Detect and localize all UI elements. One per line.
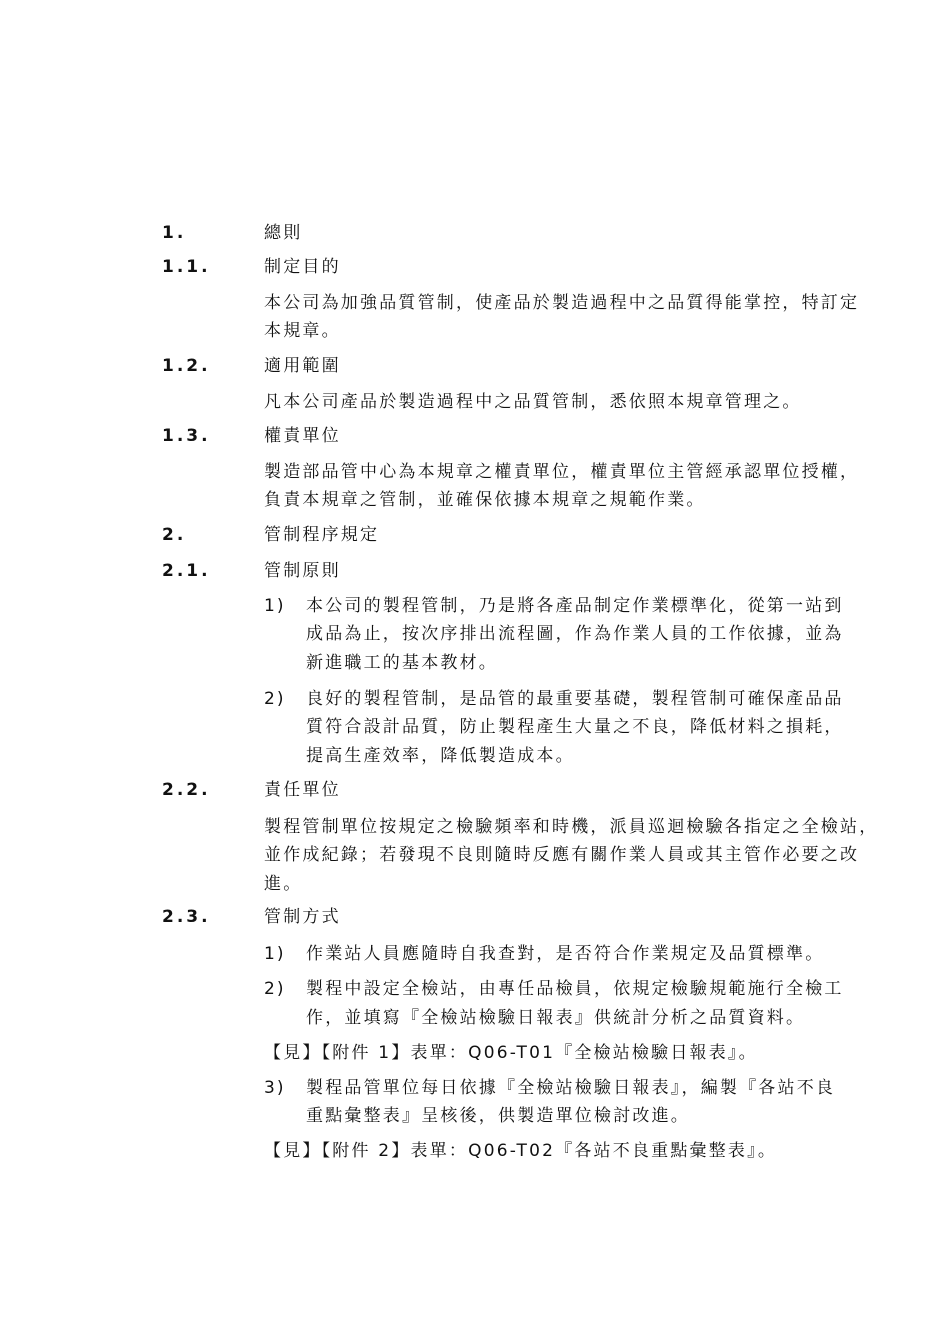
list-item-line: 新進職工的基本教材。 bbox=[306, 653, 498, 673]
list-item-line: 良好的製程管制，是品管的最重要基礎，製程管制可確保產品品 bbox=[306, 689, 844, 709]
paragraph-line: 負責本規章之管制，並確保依據本規章之規範作業。 bbox=[264, 490, 706, 510]
list-item-number: 2) bbox=[264, 979, 286, 999]
section-title: 權責單位 bbox=[264, 426, 341, 446]
section-title: 總則 bbox=[264, 223, 303, 243]
paragraph-line: 本規章。 bbox=[264, 321, 341, 341]
section-number: 2.1. bbox=[162, 561, 211, 581]
section-number: 1.3. bbox=[162, 426, 211, 446]
list-item-line: 提高生產效率，降低製造成本。 bbox=[306, 746, 575, 766]
paragraph-line: 凡本公司產品於製造過程中之品質管制，悉依照本規章管理之。 bbox=[264, 392, 802, 412]
list-item-number: 1) bbox=[264, 944, 286, 964]
section-number: 1.1. bbox=[162, 257, 211, 277]
list-item-number: 1) bbox=[264, 596, 286, 616]
list-item-line: 本公司的製程管制，乃是將各產品制定作業標準化，從第一站到 bbox=[306, 596, 844, 616]
section-title: 責任單位 bbox=[264, 780, 341, 800]
list-item-number: 2) bbox=[264, 689, 286, 709]
list-item-number: 3) bbox=[264, 1078, 286, 1098]
paragraph-line: 製程管制單位按規定之檢驗頻率和時機，派員巡迴檢驗各指定之全檢站， bbox=[264, 817, 879, 837]
paragraph-line: 進。 bbox=[264, 874, 303, 894]
section-number: 2.3. bbox=[162, 907, 211, 927]
paragraph-line: 並作成紀錄；若發現不良則隨時反應有關作業人員或其主管作必要之改 bbox=[264, 845, 860, 865]
section-title: 管制原則 bbox=[264, 561, 341, 581]
list-item-line: 質符合設計品質，防止製程產生大量之不良，降低材料之損耗， bbox=[306, 717, 844, 737]
section-number: 1.2. bbox=[162, 356, 211, 376]
section-title: 管制方式 bbox=[264, 907, 341, 927]
list-item-line: 作，並填寫『全檢站檢驗日報表』供統計分析之品質資料。 bbox=[306, 1008, 806, 1028]
list-item-line: 成品為止，按次序排出流程圖，作為作業人員的工作依據，並為 bbox=[306, 624, 844, 644]
section-number: 1. bbox=[162, 223, 187, 243]
reference-line: 【見】【附件 1】表單：Q06-T01『全檢站檢驗日報表』。 bbox=[264, 1043, 758, 1063]
list-item-line: 重點彙整表』呈核後，供製造單位檢討改進。 bbox=[306, 1106, 690, 1126]
section-title: 適用範圍 bbox=[264, 356, 341, 376]
list-item-line: 製程中設定全檢站，由專任品檢員，依規定檢驗規範施行全檢工 bbox=[306, 979, 844, 999]
section-title: 管制程序規定 bbox=[264, 525, 380, 545]
section-number: 2. bbox=[162, 525, 187, 545]
list-item-line: 作業站人員應隨時自我查對，是否符合作業規定及品質標準。 bbox=[306, 944, 825, 964]
reference-line: 【見】【附件 2】表單：Q06-T02『各站不良重點彙整表』。 bbox=[264, 1141, 778, 1161]
section-number: 2.2. bbox=[162, 780, 211, 800]
section-title: 制定目的 bbox=[264, 257, 341, 277]
paragraph-line: 本公司為加強品質管制，使產品於製造過程中之品質得能掌控，特訂定 bbox=[264, 293, 860, 313]
paragraph-line: 製造部品管中心為本規章之權責單位，權責單位主管經承認單位授權， bbox=[264, 462, 860, 482]
list-item-line: 製程品管單位每日依據『全檢站檢驗日報表』，編製『各站不良 bbox=[306, 1078, 836, 1098]
